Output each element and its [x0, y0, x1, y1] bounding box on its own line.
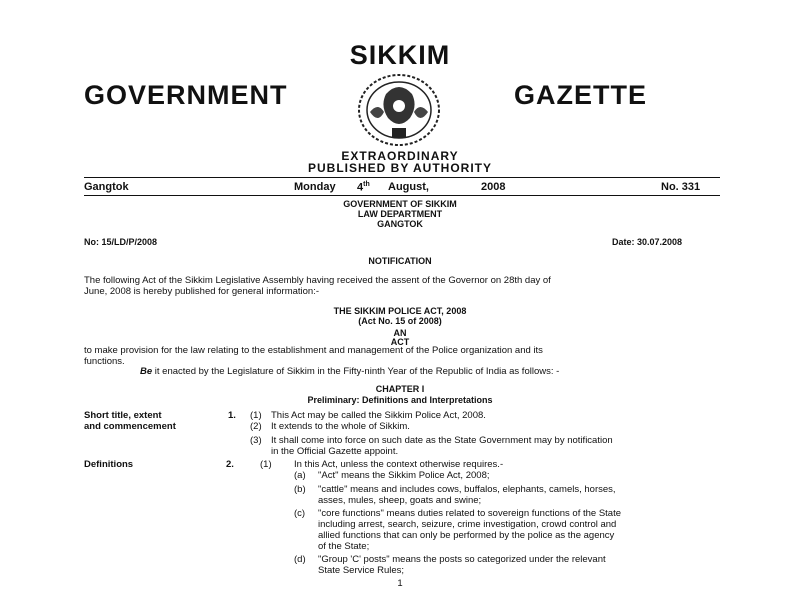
section-1-number: 1. — [228, 410, 236, 421]
gazette-dateline — [0, 181, 800, 195]
section-1-item-3-line-2: in the Official Gazette appoint. — [271, 446, 399, 457]
dateline-date-suffix: th — [363, 181, 370, 188]
definition-b-num: (b) — [294, 484, 306, 495]
section-1-item-2-text: It extends to the whole of Sikkim. — [271, 421, 410, 432]
act-purpose — [84, 345, 724, 367]
chapter-subtitle: Preliminary: Definitions and Interpretations — [307, 395, 493, 405]
act-an: AN — [393, 328, 407, 338]
definition-c-text — [318, 508, 738, 552]
section-2-side-heading: Definitions — [84, 459, 134, 470]
section-1-item-3-text — [271, 435, 731, 457]
section-2-intro: In this Act, unless the context otherwise requires.- — [294, 459, 504, 470]
section-1-item-3-line-1: It shall come into force on such date as the State Government may by notification — [271, 435, 613, 446]
definition-a-text — [318, 470, 738, 481]
section-1-item-1-text: This Act may be called the Sikkim Police Act, 2008. — [271, 410, 486, 421]
act-purpose-line-1: to make provision for the law relating to the establishment and management of the Police organization and its — [84, 345, 543, 356]
definition-a-num: (a) — [294, 470, 306, 481]
published-by-authority: PUBLISHED BY AUTHORITY — [307, 161, 492, 175]
definition-d-num: (d) — [294, 554, 306, 565]
section-1-item-3-num: (3) — [250, 435, 262, 446]
definition-b-line-2: asses, mules, sheep, goats and swine; — [318, 495, 482, 506]
enacting-clause-text: it enacted by the Legislature of Sikkim in the Fifty-ninth Year of the Republic of India as follows: - — [152, 366, 560, 377]
section-1-side-heading-line-2: and commencement — [84, 421, 176, 432]
state-emblem-icon — [356, 72, 442, 148]
dateline-date — [357, 181, 370, 194]
gazette-title-gazette: GAZETTE — [514, 80, 647, 110]
notification-body-line-1: The following Act of the Sikkim Legislative Assembly having received the assent of the Governor on 28th day of — [84, 275, 551, 286]
issuer-place: GANGTOK — [377, 219, 423, 229]
dateline-date-number: 4 — [357, 181, 364, 194]
gazette-issue-number: No. 331 — [661, 181, 701, 193]
definition-c-line-2: including arrest, search, seizure, crime investigation, crowd control and — [318, 519, 617, 530]
chapter-title: CHAPTER I — [375, 384, 425, 394]
gazette-state-title: SIKKIM — [349, 40, 451, 70]
notification-heading: NOTIFICATION — [368, 256, 432, 266]
definition-d-line-2: State Service Rules; — [318, 565, 405, 576]
bottom-rule — [84, 195, 720, 196]
page-number: 1 — [397, 578, 403, 589]
section-1-side-heading — [84, 410, 176, 432]
section-2-sub-number: (1) — [260, 459, 272, 470]
definition-b-text — [318, 484, 738, 506]
act-title: THE SIKKIM POLICE ACT, 2008 — [333, 306, 467, 316]
enacting-clause-be: Be — [140, 366, 153, 377]
act-number: (Act No. 15 of 2008) — [358, 316, 442, 326]
enacting-clause — [140, 366, 730, 377]
section-1-item-2-num: (2) — [250, 421, 262, 432]
notification-body — [84, 275, 724, 297]
gazette-title-government: GOVERNMENT — [84, 80, 288, 110]
dateline-day: Monday — [294, 181, 336, 193]
dateline-place: Gangtok — [84, 181, 129, 193]
issuer-department: LAW DEPARTMENT — [357, 209, 443, 219]
definition-c-line-1: "core functions" means duties related to sovereign functions of the State — [318, 508, 622, 519]
section-1-item-1-num: (1) — [250, 410, 262, 421]
act-word: ACT — [390, 337, 410, 347]
definition-c-num: (c) — [294, 508, 306, 519]
dateline-month: August, — [388, 181, 429, 193]
extraordinary-label: EXTRAORDINARY — [341, 149, 459, 163]
definition-d-text — [318, 554, 738, 576]
section-2-number: 2. — [226, 459, 234, 470]
definition-a-line-1: "Act" means the Sikkim Police Act, 2008; — [318, 470, 490, 481]
act-purpose-line-2: functions. — [84, 356, 125, 367]
reference-date: Date: 30.07.2008 — [612, 237, 683, 247]
top-rule — [84, 177, 720, 178]
definition-c-line-3: allied functions that can only be performed by the police as the agency — [318, 530, 615, 541]
section-1-side-heading-line-1: Short title, extent — [84, 410, 162, 421]
definition-b-line-1: "cattle" means and includes cows, buffalos, elephants, camels, horses, — [318, 484, 616, 495]
dateline-year: 2008 — [481, 181, 506, 193]
issuer-government: GOVERNMENT OF SIKKIM — [343, 199, 457, 209]
definition-c-line-4: of the State; — [318, 541, 370, 552]
reference-number: No: 15/LD/P/2008 — [84, 237, 158, 247]
notification-body-line-2: June, 2008 is hereby published for general information:- — [84, 286, 320, 297]
definition-d-line-1: "Group 'C' posts" means the posts so categorized under the relevant — [318, 554, 606, 565]
